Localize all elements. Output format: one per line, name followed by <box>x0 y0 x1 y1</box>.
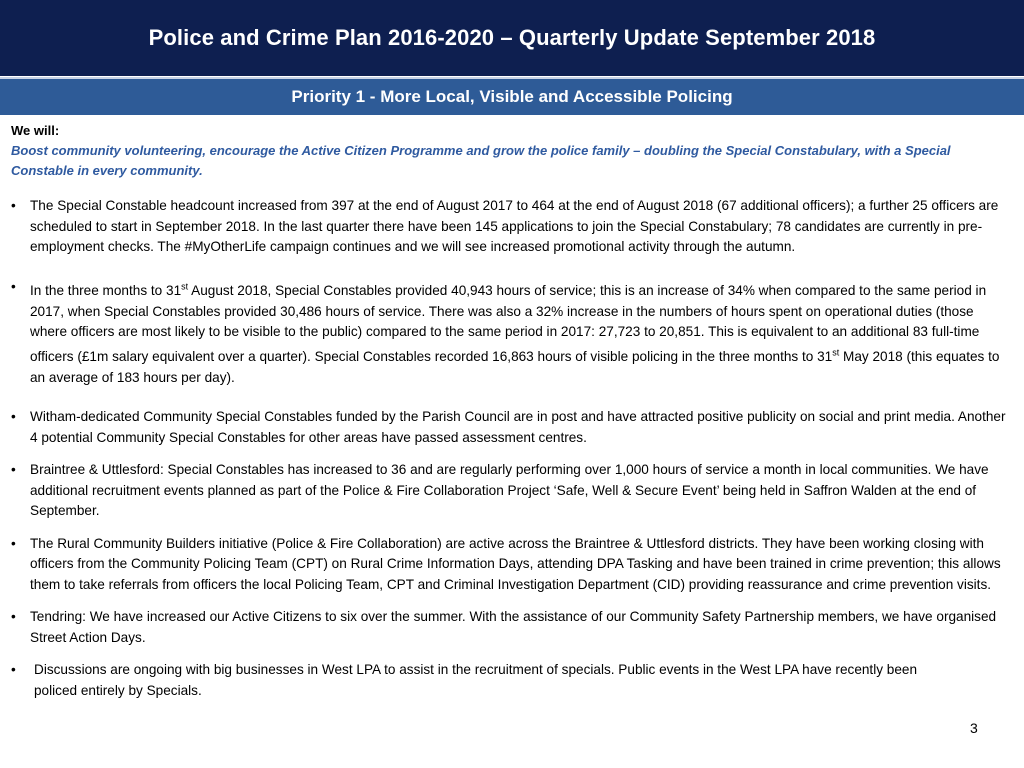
page-number: 3 <box>970 720 978 736</box>
bullet-text: The Rural Community Builders initiative (Police & Fire Collaboration) are active across the Braintree & Uttlesford districts. They have been working closing with officers from the Community Policing Team (CPT) on Rural Crime Information Days, attending DPA Tasking and have been trained in crime prevention; this allows them to take referrals from officers the local Policing Team, CPT and Criminal Investigation Department (CID) providing reassurance and crime prevention visits. <box>30 535 1001 592</box>
bullet-list <box>11 196 1011 701</box>
bullet-text: In the three months to 31st August 2018, Special Constables provided 40,943 hours of service; this is an increase of 34% when compared to the same period in 2017, when Special Constables provided 30,486 hours of service. There was also a 32% increase in the numbers of hours spent on operational duties (those where officers are most likely to be visible to the public) compared to the same period in 2017: 27,723 to 20,851. This is equivalent to an additional 83 full-time officers (£1m salary equivalent over a quarter). Special Constables recorded 16,863 hours of visible policing in the three months to 31st May 2018 (this equates to an average of 183 hours per day). <box>30 281 1000 385</box>
bullet-tendring <box>11 607 1011 648</box>
bullet-text: Braintree & Uttlesford: Special Constables has increased to 36 and are regularly performing over 1,000 hours of service a month in local communities. We have additional recruitment events planned as part of the Police & Fire Collaboration Project ‘Safe, Well & Secure Event’ being held in Saffron Walden at the end of September. <box>30 462 989 519</box>
bullet-marker: • <box>11 198 16 213</box>
bullet-marker: • <box>11 609 16 625</box>
title-bar <box>0 0 1024 76</box>
bullet-rural <box>11 534 1011 596</box>
we-will-label: We will: <box>11 123 60 138</box>
priority-heading: Priority 1 - More Local, Visible and Accessible Policing <box>291 87 733 106</box>
intro-section <box>11 121 1011 181</box>
bullet-braintree <box>11 460 1011 522</box>
bullet-marker: • <box>11 278 16 294</box>
aim-statement: Boost community volunteering, encourage the Active Citizen Programme and grow the police family – doubling the Special Constabulary, with a Special Constable in every community. <box>11 143 951 178</box>
bullet-marker: • <box>11 462 16 478</box>
bullet-marker: • <box>11 409 16 425</box>
bullet-text: Tendring: We have increased our Active Citizens to six over the summer. With the assistance of our Community Safety Partnership members, we have organised Street Action Days. <box>30 609 997 645</box>
page-title: Police and Crime Plan 2016-2020 – Quarterly Update September 2018 <box>148 25 876 50</box>
priority-banner <box>0 77 1024 115</box>
bullet-text: Witham-dedicated Community Special Constables funded by the Parish Council are in post and have attracted positive publicity on social and print media. Another 4 potential Community Special Constables for other areas have passed assessment centres. <box>30 409 1006 445</box>
bullet-west-lpa <box>11 660 1011 701</box>
bullet-text: The Special Constable headcount increased from 397 at the end of August 2017 to 464 at the end of August 2018 (67 additional officers); a further 25 officers are scheduled to start in September 2018. In the last quarter there have been 145 applications to join the Special Constabulary; 78 candidates are currently in pre-employment checks. The #MyOtherLife campaign continues and we will see increased promotional activity through the autumn. <box>30 198 999 254</box>
bullet-marker: • <box>11 662 16 678</box>
bullet-witham <box>11 407 1011 448</box>
bullet-hours <box>11 277 1011 389</box>
bullet-text: Discussions are ongoing with big businesses in West LPA to assist in the recruitment of specials. Public events in the West LPA have recently been policed entirely by Specials. <box>34 662 918 698</box>
bullet-headcount <box>11 196 1011 258</box>
bullet-marker: • <box>11 535 16 551</box>
